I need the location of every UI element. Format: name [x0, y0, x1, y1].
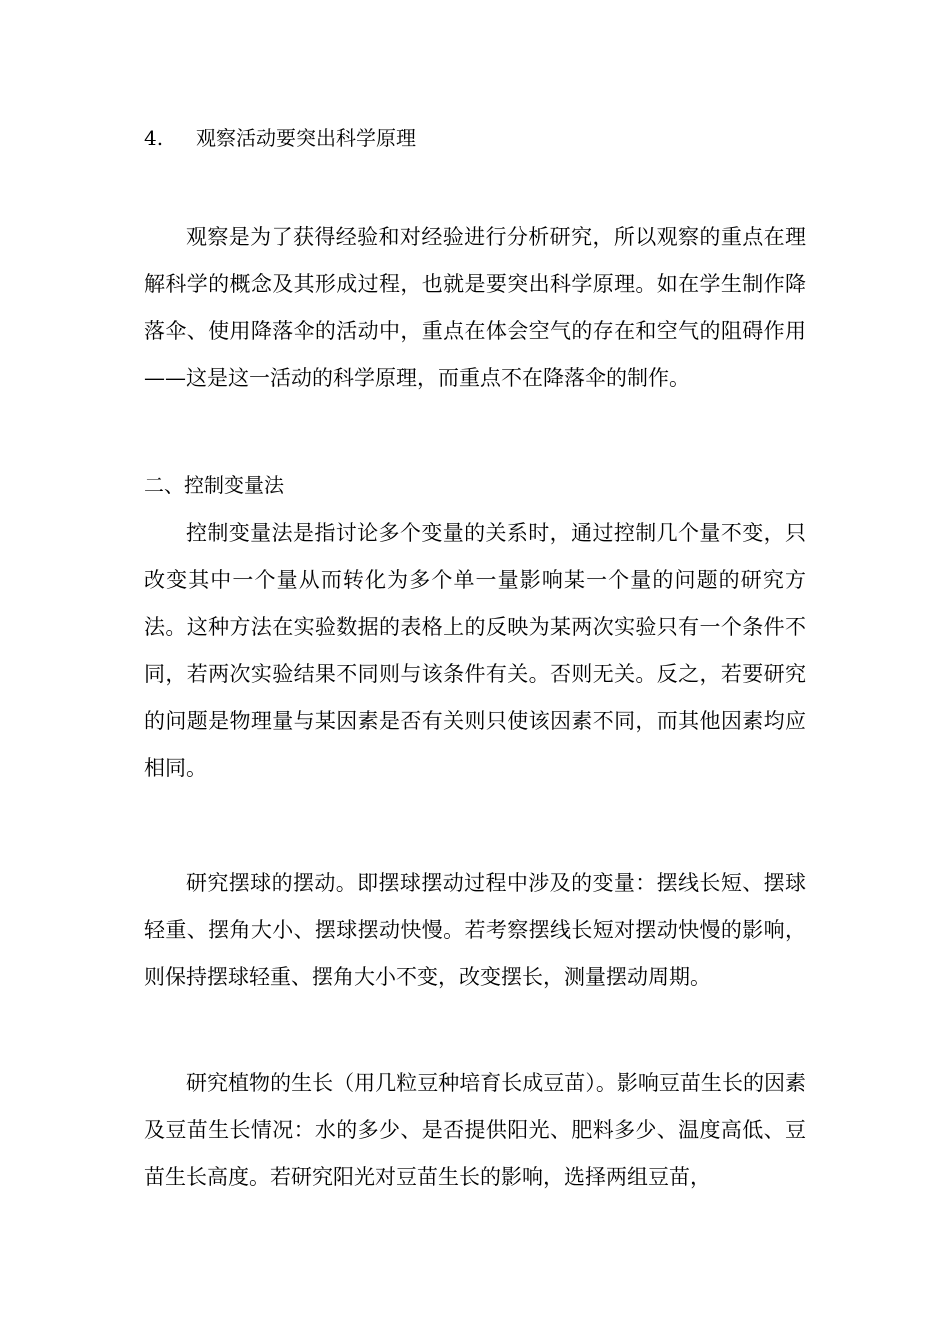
definition-paragraph: 控制变量法是指讨论多个变量的关系时，通过控制几个量不变，只改变其中一个量从而转化为多个单一量影响某一个量的问题的研究方法。这种方法在实验数据的表格上的反映为某两次实验只有一个条件不同，若两次实验结果不同则与该条件有关。否则无关。反之，若要研究的问题是物理量与某因素是否有关则只使该因素不同，而其他因素均应相同。 [144, 521, 806, 780]
section-4-title: 观察活动要突出科学原理 [196, 126, 416, 150]
section-two-heading: 二、控制变量法 [144, 473, 284, 497]
pendulum-paragraph: 研究摆球的摆动。即摆球摆动过程中涉及的变量：摆线长短、摆球轻重、摆角大小、摆球摆动快慢。若考察摆线长短对摆动快慢的影响，则保持摆球轻重、摆角大小不变，改变摆长，测量摆动周期。 [144, 871, 806, 989]
section-4-number: 4. [144, 126, 164, 150]
plant-growth-paragraph: 研究植物的生长（用几粒豆种培育长成豆苗）。影响豆苗生长的因素及豆苗生长情况：水的多少、是否提供阳光、肥料多少、温度高低、豆苗生长高度。若研究阳光对豆苗生长的影响，选择两组豆苗， [144, 1071, 806, 1189]
section-4-heading [144, 120, 416, 156]
section-4-paragraph: 观察是为了获得经验和对经验进行分析研究，所以观察的重点在理解科学的概念及其形成过程，也就是要突出科学原理。如在学生制作降落伞、使用降落伞的活动中，重点在体会空气的存在和空气的阻碍作用——这是这一活动的科学原理，而重点不在降落伞的制作。 [144, 225, 806, 390]
